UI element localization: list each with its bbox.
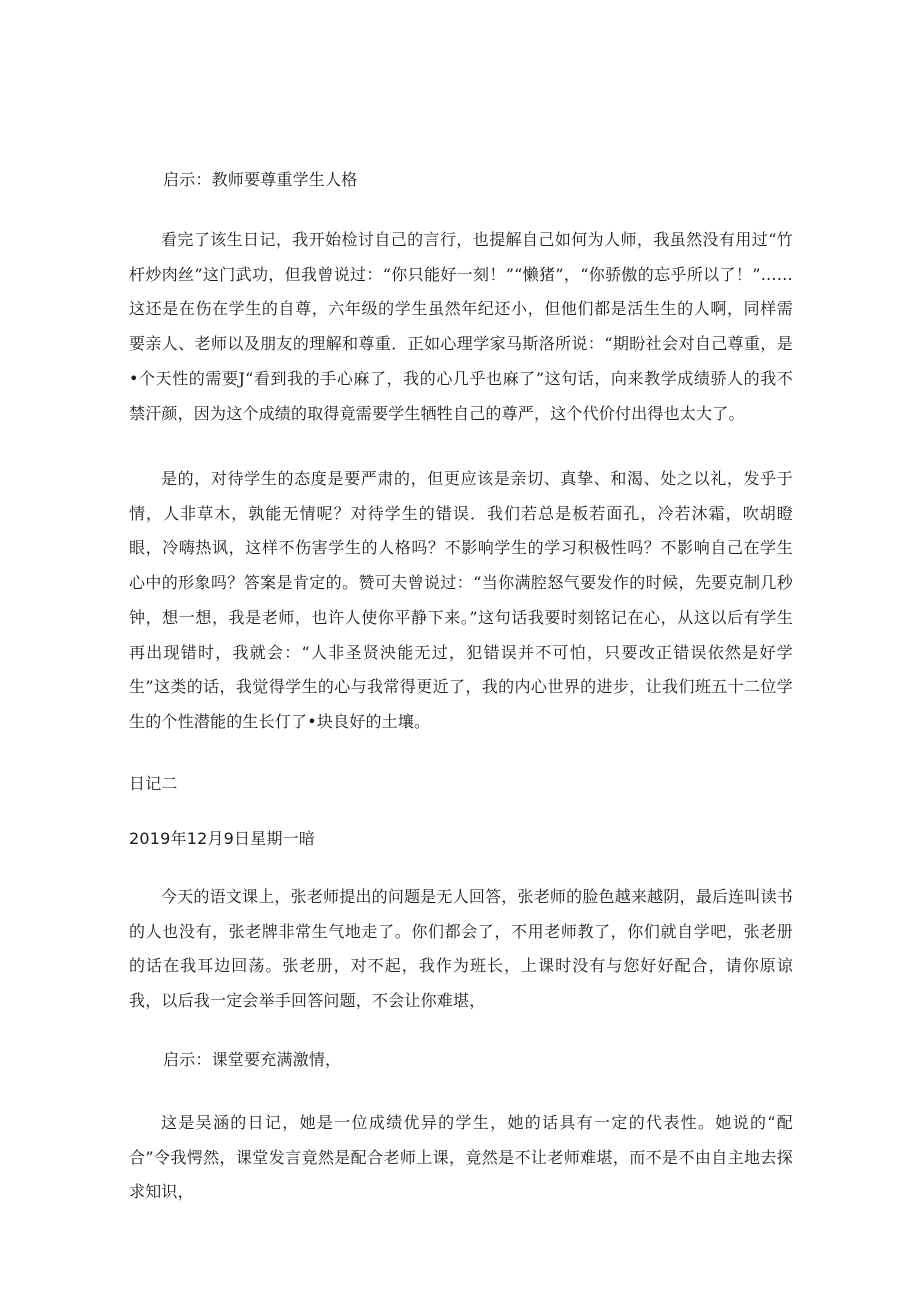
- paragraph-1: 看完了该生日记，我开始检讨自己的言行，也提解自己如何为人师，我虽然没有用过“竹杆炒肉丝”这门武功，但我曾说过：“你只能好一刻！”“懒猪”，“你骄傲的忘乎所以了！”……这还是在伤在学生的自尊，六年级的学生虽然年纪还小，但他们都是活生生的人啊，同样需要亲人、老师以及朋友的理解和尊重．正如心理学家马斯洛所说：“期盼社会对自己尊重，是•个天性的需要J“看到我的手心麻了，我的心几乎也麻了”这句话，向来教学成绩骄人的我不禁汗颜，因为这个成绩的取得竟需要学生牺牲自己的尊严，这个代价付出得也太大了。: [129, 230, 793, 423]
- insight-heading-1: 启示：教师要尊重学生人格: [163, 170, 358, 189]
- diary-title: 日记二: [129, 774, 178, 793]
- paragraph-3: 今天的语文课上，张老师提出的问题是无人回答，张老师的脸色越来越阴，最后连叫读书的人也没有，张老牌非常生气地走了。你们都会了，不用老师教了，你们就自学吧，张老册的话在我耳边回荡。张老册，对不起，我作为班长，上课时没有与您好好配合，请你原谅我，以后我一定会举手回答问题，不会让你难堪，: [129, 887, 793, 1011]
- diary-date: 2019年12月9日星期一暗: [129, 829, 316, 848]
- paragraph-2: 是的，对待学生的态度是要严肃的，但更应该是亲切、真挚、和渴、处之以礼，发乎于情，人非草木，孰能无情呢？对待学生的错误．我们若总是板若面孔，冷若沐霜，吹胡瞪眼，冷嗨热讽，这样不伤害学生的人格吗？不影响学生的学习积极性吗？不影响自己在学生心中的形象吗？答案是肯定的。赞可夫曾说过：“当你满腔怒气要发作的时候，先要克制几秒钟，想一想，我是老师，也许人使你平静下来。”这句话我要时刻铭记在心，从这以后有学生再出现错时，我就会：“人非圣贤泱能无过，犯错误并不可怕，只要改正错误依然是好学生”这类的话，我觉得学生的心与我常得更近了，我的内心世界的进步，让我们班五十二位学生的个性潜能的生长仃了•块良好的土壤。: [129, 469, 793, 731]
- insight-heading-2: 启示：课堂要充满激情，: [163, 1050, 342, 1069]
- paragraph-4: 这是吴涵的日记，她是一位成绩优异的学生，她的话具有一定的代表性。她说的“配合”令我愕然，课堂发言竟然是配合老师上课，竟然是不让老师难堪，而不是不由自主地去探求知识，: [129, 1113, 793, 1202]
